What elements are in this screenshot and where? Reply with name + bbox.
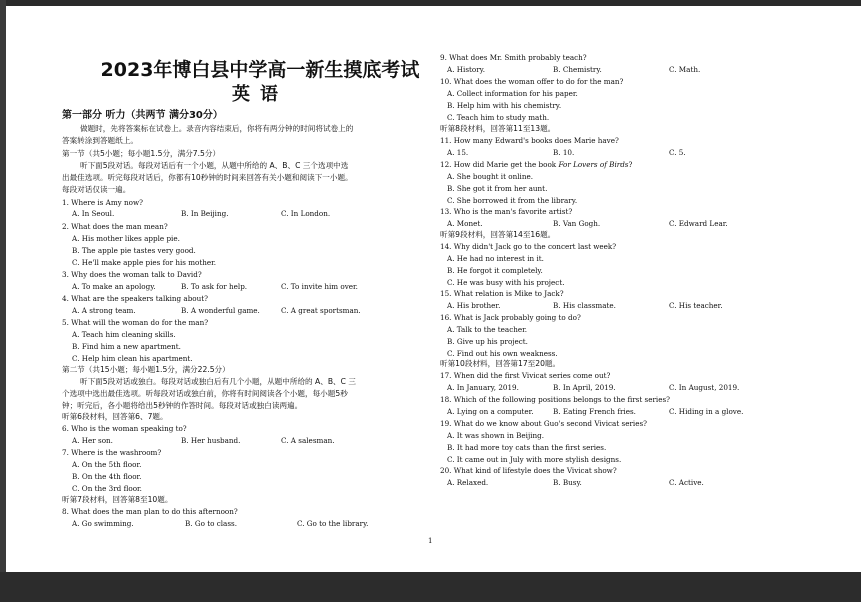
q2-option-b: B. The apple pie tastes very good. <box>72 246 196 255</box>
q17-option-a: A. In January, 2019. <box>447 383 519 392</box>
q9-text: 9. What does Mr. Smith probably teach? <box>440 53 587 62</box>
q20-option-c: C. Active. <box>669 478 704 487</box>
q15-text: 15. What relation is Mike to Jack? <box>440 289 564 298</box>
q20-option-b: B. Busy. <box>553 478 582 487</box>
q9-option-a: A. History. <box>447 65 486 74</box>
q18-text: 18. Which of the following positions belongs to the first series? <box>440 395 671 404</box>
q14-option-b: B. He forgot it completely. <box>447 266 543 275</box>
exam-subtitle: 英语 <box>232 84 288 105</box>
q13-option-c: C. Edward Lear. <box>669 219 728 228</box>
q5-option-b: B. Find him a new apartment. <box>72 342 181 351</box>
q1-text: 1. Where is Amy now? <box>62 198 143 207</box>
q6-option-a: A. Her son. <box>72 436 113 445</box>
q17-option-c: C. In August, 2019. <box>669 383 740 392</box>
q16-option-c: C. Find out his own weakness. <box>447 349 558 358</box>
q20-text: 20. What kind of lifestyle does the Vivicat show? <box>440 466 617 475</box>
material-7-heading: 听第7段材料，回答第8至10题。 <box>62 495 173 504</box>
q8-option-c: C. Go to the library. <box>297 519 369 528</box>
q3-text: 3. Why does the woman talk to David? <box>62 270 202 279</box>
q13-option-b: B. Van Gogh. <box>553 219 601 228</box>
q12-option-b: B. She got it from her aunt. <box>447 184 548 193</box>
q19-option-a: A. It was shown in Beijing. <box>447 431 544 440</box>
q10-option-b: B. Help him with his chemistry. <box>447 101 562 110</box>
q11-text: 11. How many Edward's books does Marie have? <box>440 136 619 145</box>
part1-intro-1: 做题时，先将答案标在试卷上。录音内容结束后，你将有两分钟的时间将试卷上的 <box>80 124 354 133</box>
q19-text: 19. What do we know about Guo's second Vivicat series? <box>440 419 647 428</box>
q18-option-b: B. Eating French fries. <box>553 407 636 416</box>
q12-option-c: C. She borrowed it from the library. <box>447 196 578 205</box>
q2-option-a: A. His mother likes apple pie. <box>72 234 180 243</box>
q7-option-c: C. On the 3rd floor. <box>72 484 142 493</box>
q10-text: 10. What does the woman offer to do for the man? <box>440 77 624 86</box>
page-number: 1 <box>428 537 433 545</box>
q12-text-pre: 12. How did Marie get the book <box>440 160 559 169</box>
q12-book-title: For Lovers of Birds <box>558 160 629 169</box>
section2-intro-1: 听下面5段对话或独白。每段对话或独白后有几个小题，从题中所给的 A、B、C 三 <box>80 377 356 386</box>
section2-intro-2: 个选项中选出最佳选项。听每段对话或独白前，你将有时间阅读各个小题，每小题5秒 <box>62 389 348 398</box>
q17-text: 17. When did the first Vivicat series come out? <box>440 371 611 380</box>
q19-option-b: B. It had more toy cats than the first series. <box>447 443 607 452</box>
q8-option-b: B. Go to class. <box>185 519 237 528</box>
q13-text: 13. Who is the man's favorite artist? <box>440 207 573 216</box>
q4-option-a: A. A strong team. <box>72 306 136 315</box>
q12-option-a: A. She bought it online. <box>447 172 534 181</box>
material-10-heading: 听第10段材料，回答第17至20题。 <box>440 359 561 368</box>
q3-option-b: B. To ask for help. <box>181 282 248 291</box>
q5-option-c: C. Help him clean his apartment. <box>72 354 193 363</box>
q6-option-b: B. Her husband. <box>181 436 241 445</box>
q14-text: 14. Why didn't Jack go to the concert last week? <box>440 242 617 251</box>
part1-intro-2: 答案转涂到答题纸上。 <box>62 136 138 145</box>
q14-option-a: A. He had no interest in it. <box>447 254 544 263</box>
q1-option-a: A. In Seoul. <box>72 209 115 218</box>
q14-option-c: C. He was busy with his project. <box>447 278 565 287</box>
material-9-heading: 听第9段材料，回答第14至16题。 <box>440 230 556 239</box>
q18-option-c: C. Hiding in a glove. <box>669 407 744 416</box>
q7-option-a: A. On the 5th floor. <box>72 460 142 469</box>
q3-option-c: C. To invite him over. <box>281 282 358 291</box>
q4-text: 4. What are the speakers talking about? <box>62 294 209 303</box>
q18-option-a: A. Lying on a computer. <box>447 407 534 416</box>
q13-option-a: A. Monet. <box>447 219 483 228</box>
material-6-heading: 听第6段材料，回答第6、7题。 <box>62 412 168 421</box>
q8-text: 8. What does the man plan to do this afternoon? <box>62 507 238 516</box>
q11-option-a: A. 15. <box>447 148 469 157</box>
q17-option-b: B. In April, 2019. <box>553 383 616 392</box>
q2-option-c: C. He'll make apple pies for his mother. <box>72 258 217 267</box>
q16-text: 16. What is Jack probably going to do? <box>440 313 581 322</box>
section1-intro-2: 出最佳选项。听完每段对话后，你都有10秒钟的时间来回答有关小题和阅读下一小题。 <box>62 173 353 182</box>
q6-text: 6. Who is the woman speaking to? <box>62 424 187 433</box>
q5-text: 5. What will the woman do for the man? <box>62 318 209 327</box>
q15-option-c: C. His teacher. <box>669 301 723 310</box>
q2-text: 2. What does the man mean? <box>62 222 168 231</box>
q5-option-a: A. Teach him cleaning skills. <box>72 330 176 339</box>
q3-option-a: A. To make an apology. <box>72 282 156 291</box>
scan-edge-bottom <box>0 572 861 602</box>
section2-heading: 第二节（共15小题；每小题1.5分，满分22.5分） <box>62 365 230 374</box>
q11-option-b: B. 10. <box>553 148 575 157</box>
q10-option-c: C. Teach him to study math. <box>447 113 550 122</box>
q8-option-a: A. Go swimming. <box>72 519 134 528</box>
material-8-heading: 听第8段材料，回答第11至13题。 <box>440 124 556 133</box>
q9-option-c: C. Math. <box>669 65 701 74</box>
q20-option-a: A. Relaxed. <box>447 478 489 487</box>
q12-text-post: ? <box>628 160 633 169</box>
q19-option-c: C. It came out in July with more stylish designs. <box>447 455 622 464</box>
q1-option-b: B. In Beijing. <box>181 209 229 218</box>
q12-text <box>440 160 632 170</box>
exam-title: 2023年博白县中学高一新生摸底考试 <box>100 59 420 81</box>
q7-option-b: B. On the 4th floor. <box>72 472 142 481</box>
q10-option-a: A. Collect information for his paper. <box>447 89 578 98</box>
q7-text: 7. Where is the washroom? <box>62 448 162 457</box>
q15-option-b: B. His classmate. <box>553 301 616 310</box>
q4-option-b: B. A wonderful game. <box>181 306 260 315</box>
q11-option-c: C. 5. <box>669 148 686 157</box>
scan-edge-top <box>0 0 861 6</box>
q1-option-c: C. In London. <box>281 209 331 218</box>
q9-option-b: B. Chemistry. <box>553 65 602 74</box>
section1-intro-3: 每段对话仅读一遍。 <box>62 185 131 194</box>
q16-option-a: A. Talk to the teacher. <box>447 325 528 334</box>
part1-heading: 第一部分 听力（共两节 满分30分） <box>62 110 223 121</box>
q15-option-a: A. His brother. <box>447 301 501 310</box>
q6-option-c: C. A salesman. <box>281 436 335 445</box>
scan-edge-left <box>0 0 6 602</box>
q4-option-c: C. A great sportsman. <box>281 306 361 315</box>
q16-option-b: B. Give up his project. <box>447 337 528 346</box>
section1-intro-1: 听下面5段对话。每段对话后有一个小题，从题中所给的 A、B、C 三个选项中选 <box>80 161 349 170</box>
section1-heading: 第一节（共5小题；每小题1.5分，满分7.5分） <box>62 149 221 158</box>
section2-intro-3: 钟；听完后，各小题将给出5秒钟的作答时间。每段对话或独白读两遍。 <box>62 401 303 410</box>
